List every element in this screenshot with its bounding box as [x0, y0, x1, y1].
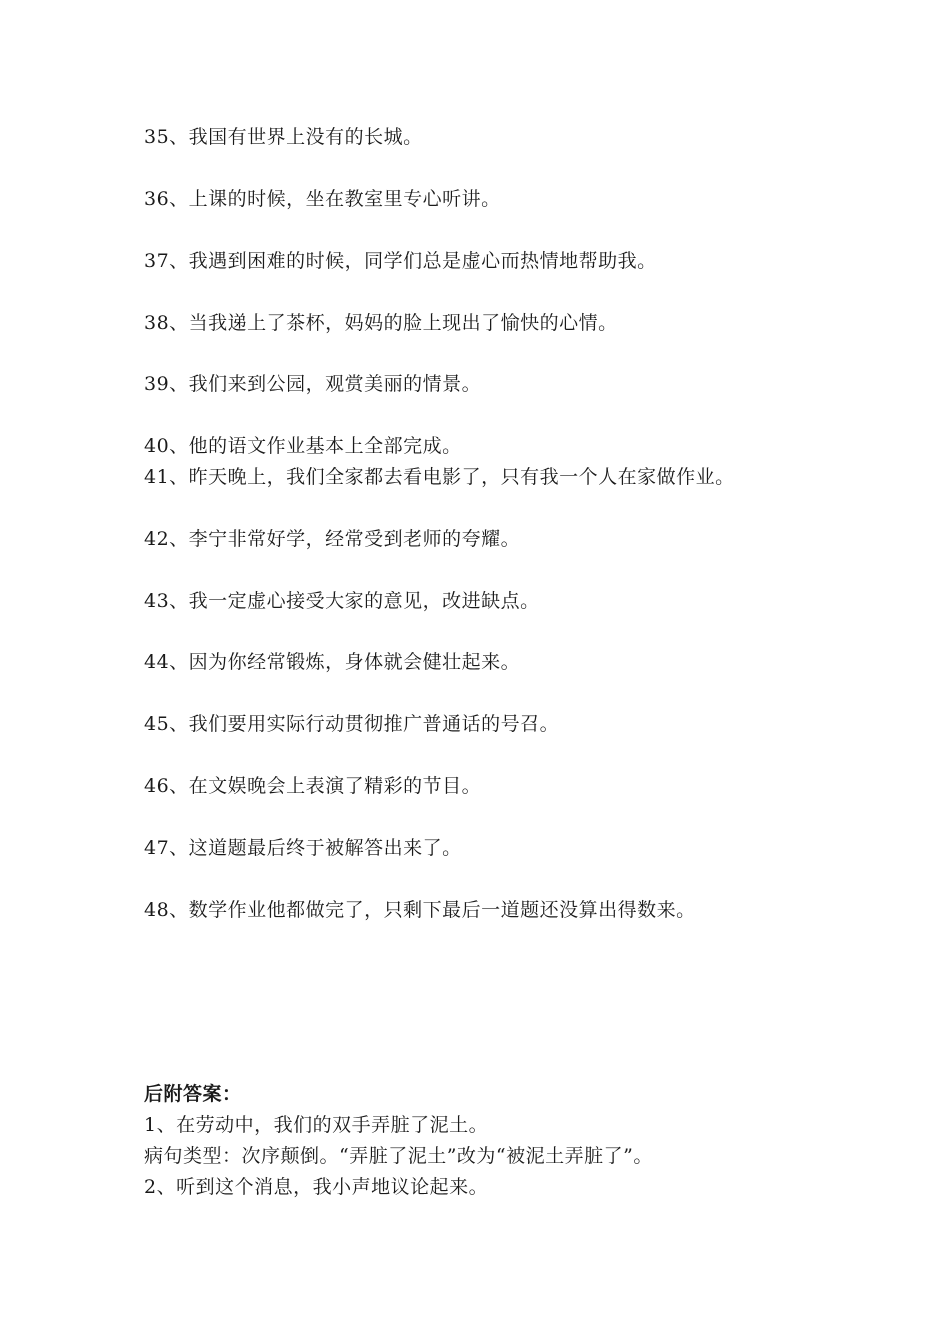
answer-line: 病句类型：次序颠倒。“弄脏了泥土”改为“被泥土弄脏了”。 [144, 1145, 653, 1167]
question-42: 42、李宁非常好学，经常受到老师的夸耀。 [144, 528, 521, 550]
question-48: 48、数学作业他都做完了，只剩下最后一道题还没算出得数来。 [144, 899, 696, 921]
answers-heading: 后附答案： [144, 1083, 242, 1105]
question-38: 38、当我递上了茶杯，妈妈的脸上现出了愉快的心情。 [144, 312, 618, 334]
question-47: 47、这道题最后终于被解答出来了。 [144, 837, 462, 859]
question-39: 39、我们来到公园，观赏美丽的情景。 [144, 373, 482, 395]
question-41: 41、昨天晚上，我们全家都去看电影了，只有我一个人在家做作业。 [144, 466, 735, 488]
question-44: 44、因为你经常锻炼，身体就会健壮起来。 [144, 651, 521, 673]
question-45: 45、我们要用实际行动贯彻推广普通话的号召。 [144, 713, 560, 735]
question-37: 37、我遇到困难的时候，同学们总是虚心而热情地帮助我。 [144, 250, 657, 272]
answer-line: 1、在劳动中，我们的双手弄脏了泥土。 [144, 1114, 489, 1136]
question-35: 35、我国有世界上没有的长城。 [144, 126, 423, 148]
question-46: 46、在文娱晚会上表演了精彩的节目。 [144, 775, 482, 797]
question-43: 43、我一定虚心接受大家的意见，改进缺点。 [144, 590, 540, 612]
question-40: 40、他的语文作业基本上全部完成。 [144, 435, 462, 457]
question-36: 36、上课的时候，坐在教室里专心听讲。 [144, 188, 501, 210]
answer-line: 2、听到这个消息，我小声地议论起来。 [144, 1176, 489, 1198]
